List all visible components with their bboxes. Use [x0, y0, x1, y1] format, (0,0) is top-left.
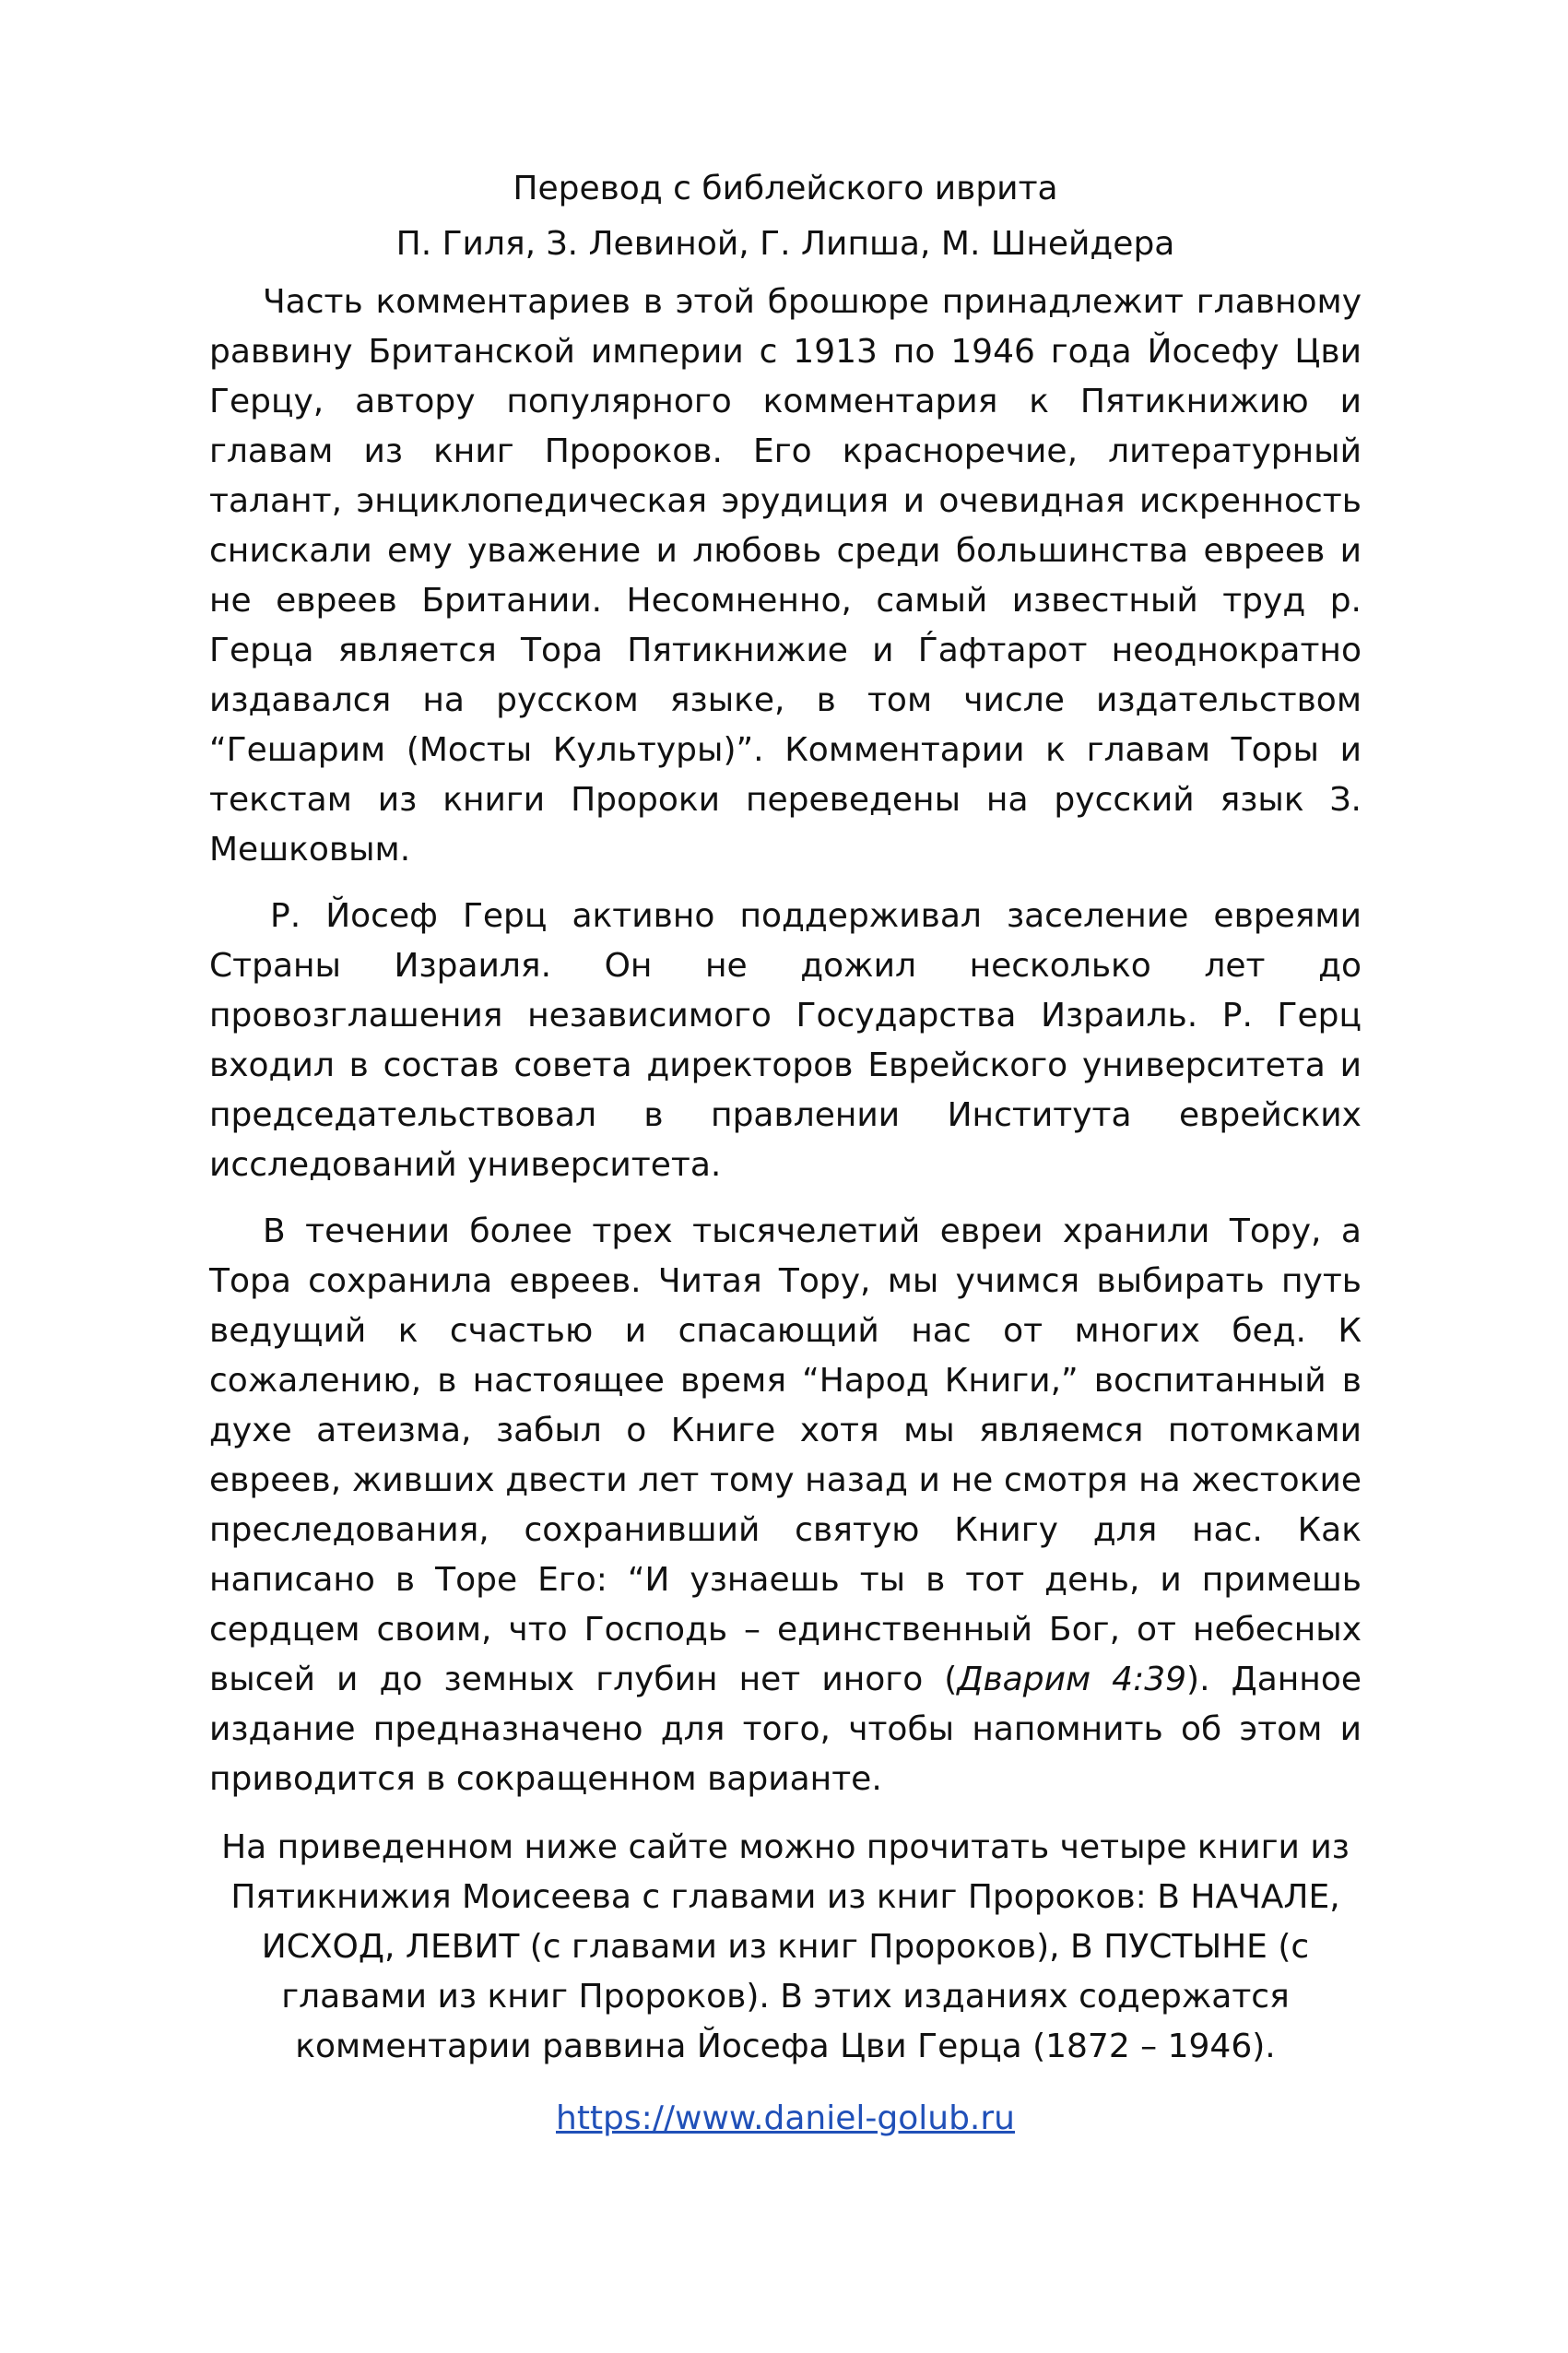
paragraph-torah-preservation	[209, 1207, 1362, 1804]
paragraph-hertz-intro: Часть комментариев в этой брошюре принадлежит главному раввину Британской империи с 1913 по 1946 года Йосефу Цви Герцу, автору популярного комментария к Пятикнижию и главам из книг Пророков. Его красноречие, литературный талант, энциклопедическая эрудиция и очевидная искренность снискали ему уважение и любовь среди большинства евреев и не евреев Британии. Несомненно, самый известный труд р. Герца является Тора Пятикнижие и Ѓафтарот неоднократно издавался на русском языке, в том числе издательством “Гешарим (Мосты Культуры)”. Комментарии к главам Торы и текстам из книги Пророки переведены на русский язык З. Мешковым.	[209, 283, 1362, 869]
scripture-reference: Дварим 4:39	[957, 1661, 1187, 1698]
closing-line: главами из книг Пророков). В этих изданиях содержатся	[281, 1978, 1290, 2016]
document-page	[209, 161, 1362, 2144]
closing-line: комментарии раввина Йосефа Цви Герца (1872 – 1946).	[295, 2028, 1276, 2065]
closing-line: На приведенном ниже сайте можно прочитать четыре книги из	[221, 1828, 1350, 1866]
paragraph-torah-text-end: ). Данное издание предназначено для того, чтобы напомнить об этом и приводится в сокращенном варианте.	[209, 1661, 1362, 1798]
closing-line: ИСХОД, ЛЕВИТ (с главами из книг Пророков), В ПУСТЫНЕ (с	[261, 1928, 1310, 1966]
document-title: Перевод с библейского иврита	[513, 170, 1058, 207]
paragraph-hertz-zionism: Р. Йосеф Герц активно поддерживал заселение евреями Страны Израиля. Он не дожил несколько лет до провозглашения независимого Государства Израиль. Р. Герц входил в состав совета директоров Еврейского университета и председательствовал в правлении Института еврейских исследований университета.	[209, 897, 1362, 1184]
website-link[interactable]: https://www.daniel-golub.ru	[556, 2099, 1015, 2137]
translators-line: П. Гиля, З. Левиной, Г. Липша, М. Шнейдера	[395, 225, 1175, 263]
website-link-line	[209, 2094, 1362, 2144]
paragraph-torah-text-start: В течении более трех тысячелетий евреи хранили Тору, а Тора сохранила евреев. Читая Тору, мы учимся выбирать путь ведущий к счастью и спасающий нас от многих бед. К сожалению, в настоящее время “Народ Книги,” воспитанный в духе атеизма, забыл о Книге хотя мы являемся потомками евреев, живших двести лет тому назад и не смотря на жестокие преследования, сохранивший святую Книгу для нас. Как написано в Торе Его: “И узнаешь ты в тот день, и примешь сердцем своим, что Господь – единственный Бог, от небесных высей и до земных глубин нет иного (	[209, 1212, 1362, 1698]
closing-line: Пятикнижия Моисеева с главами из книг Пророков: В НАЧАЛЕ,	[230, 1878, 1340, 1916]
closing-note	[209, 1823, 1362, 2072]
